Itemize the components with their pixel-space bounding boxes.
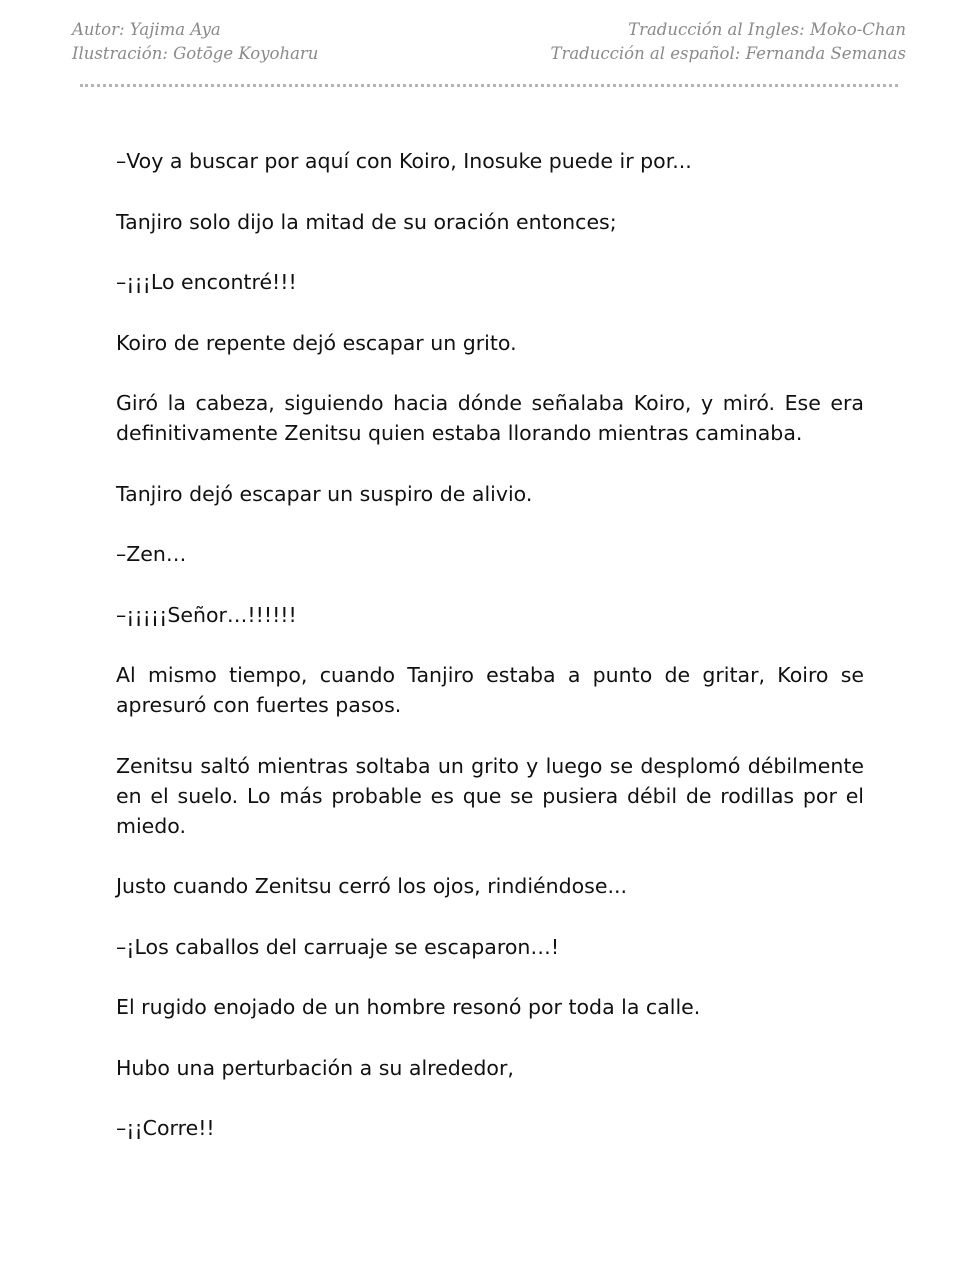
header-divider xyxy=(80,84,898,87)
paragraph: Al mismo tiempo, cuando Tanjiro estaba a punto de gritar, Koiro se apresuró con fuertes pasos. xyxy=(116,663,864,717)
paragraph: Giró la cabeza, siguiendo hacia dónde señalaba Koiro, y miró. Ese era definitivamente Zenitsu quien estaba llorando mientras caminaba. xyxy=(116,391,864,445)
paragraph: –¡¡¡Lo encontré!!! xyxy=(116,270,297,294)
paragraph: –¡¡¡¡¡Señor…!!!!!! xyxy=(116,602,297,627)
paragraph: –Zen… xyxy=(116,542,187,566)
paragraph: Tanjiro solo dijo la mitad de su oración entonces; xyxy=(116,209,617,234)
paragraph: Tanjiro dejó escapar un suspiro de alivio. xyxy=(116,481,533,506)
spanish-translation-credit: Traducción al español: Fernanda Semanas xyxy=(550,44,906,63)
paragraph: –¡¡Corre!! xyxy=(116,1116,215,1140)
paragraph: El rugido enojado de un hombre resonó por toda la calle. xyxy=(116,995,701,1019)
page-body xyxy=(116,146,864,1174)
paragraph: Zenitsu saltó mientras soltaba un grito y luego se desplomó débilmente en el suelo. Lo más probable es que se pusiera débil de rodillas por el miedo. xyxy=(116,753,864,838)
paragraph: –¡Los caballos del carruaje se escaparon…! xyxy=(116,934,560,959)
header-credits-right xyxy=(550,18,906,66)
author-credit: Autor: Yajima Aya xyxy=(72,20,221,39)
header-credits-left xyxy=(72,18,318,66)
illustration-credit: Ilustración: Gotōge Koyoharu xyxy=(72,44,319,63)
paragraph: Hubo una perturbación a su alrededor, xyxy=(116,1055,514,1080)
paragraph: –Voy a buscar por aquí con Koiro, Inosuke puede ir por... xyxy=(116,149,692,173)
paragraph: Koiro de repente dejó escapar un grito. xyxy=(116,330,517,355)
english-translation-credit: Traducción al Ingles: Moko-Chan xyxy=(628,20,906,39)
paragraph: Justo cuando Zenitsu cerró los ojos, rindiéndose... xyxy=(116,874,628,898)
